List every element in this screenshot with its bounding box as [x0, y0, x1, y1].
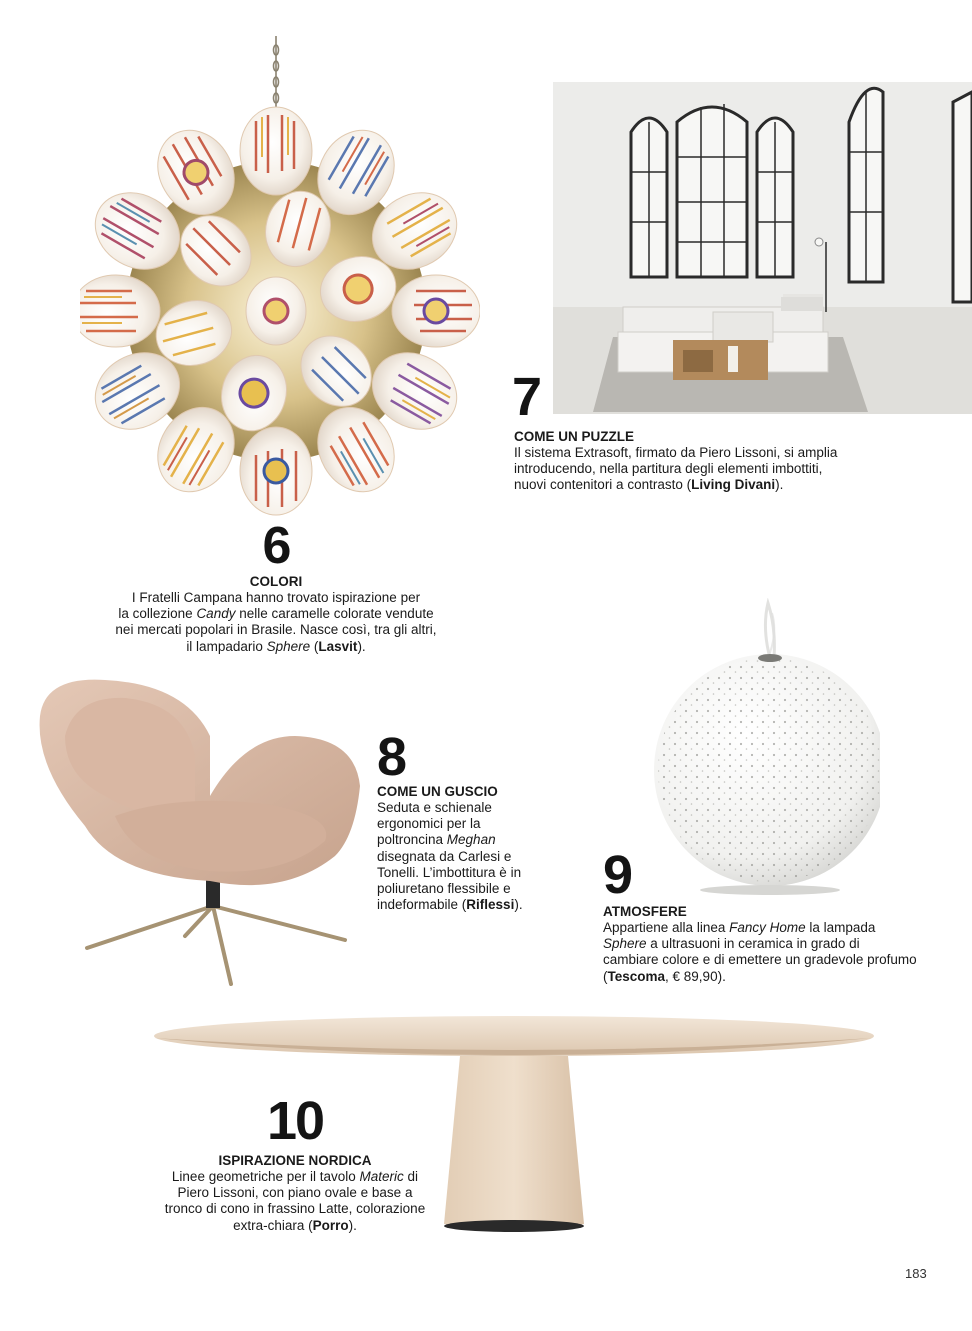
item-number: 6	[262, 517, 290, 575]
text-run: nei mercati popolari in Brasile. Nasce così, tra gli altri,	[115, 622, 437, 638]
caption-item-8	[377, 727, 577, 913]
text-run: ).	[514, 897, 523, 913]
item-description	[150, 1169, 440, 1234]
text-run: poltroncina	[377, 832, 447, 848]
text-run: poliuretano flessibile e	[377, 881, 511, 897]
italic-text: Meghan	[446, 832, 496, 848]
description-line	[603, 920, 953, 936]
description-line	[603, 969, 953, 985]
text-run: Piero Lissoni, con piano ovale e base a	[177, 1185, 413, 1201]
item-number: 9	[603, 845, 632, 905]
italic-text: Candy	[196, 606, 236, 622]
description-line	[377, 865, 577, 881]
item-number: 10	[266, 1091, 324, 1151]
description-line	[514, 445, 894, 461]
description-line	[377, 881, 577, 897]
text-run: nelle caramelle colorate vendute	[235, 606, 434, 622]
text-run: Tonelli. L’imbottitura è in	[377, 864, 522, 880]
text-run: nuovi contenitori a contrasto (	[514, 477, 692, 493]
text-run: ).	[775, 477, 784, 493]
text-run: Linee geometriche per il tavolo	[171, 1169, 360, 1184]
item-title: COLORI	[249, 574, 303, 589]
text-run: Seduta e schienale	[377, 800, 492, 815]
text-run: a ultrasuoni in ceramica in grado di	[646, 936, 860, 952]
item-title: COME UN GUSCIO	[377, 784, 498, 799]
text-run: (	[310, 638, 319, 654]
caption-item-7	[512, 367, 894, 494]
text-run: extra-chiara (	[233, 1217, 313, 1233]
caption-item-9	[603, 845, 953, 985]
item-number: 8	[377, 727, 406, 787]
text-run: indeformabile (	[377, 897, 467, 913]
text-run: tronco di cono in frassino Latte, colorazione	[164, 1201, 426, 1217]
armchair-image	[35, 676, 365, 992]
item-description	[377, 800, 577, 913]
item-title: ATMOSFERE	[603, 904, 687, 919]
bold-text: Lasvit	[318, 638, 358, 654]
text-run: la lampada	[805, 920, 876, 935]
text-run: , € 89,90).	[665, 968, 726, 984]
italic-text: Sphere	[603, 936, 647, 952]
description-line	[150, 1185, 440, 1201]
text-run: il lampadario	[186, 638, 267, 654]
living-room-image	[553, 82, 972, 414]
bold-text: Living Divani	[691, 477, 776, 493]
caption-item-10	[150, 1091, 440, 1234]
item-description	[86, 590, 466, 655]
item-description	[514, 445, 894, 494]
description-line	[377, 832, 577, 848]
description-line	[603, 936, 953, 952]
description-line	[514, 461, 894, 477]
text-run: cambiare colore e di emettere un gradevole profumo	[603, 952, 917, 968]
description-line	[377, 849, 577, 865]
bold-text: Tescoma	[607, 968, 666, 984]
description-line	[377, 897, 577, 913]
page-number: 183	[905, 1266, 927, 1281]
caption-item-6	[86, 517, 466, 655]
text-run: la collezione	[118, 606, 197, 622]
description-line	[377, 816, 577, 832]
description-line	[86, 606, 466, 622]
description-line	[377, 800, 577, 816]
italic-text: Fancy Home	[729, 920, 806, 935]
description-line	[603, 952, 953, 968]
item-title: ISPIRAZIONE NORDICA	[218, 1153, 372, 1168]
italic-text: Sphere	[266, 638, 311, 654]
text-run: (	[603, 968, 608, 984]
description-line	[514, 477, 894, 493]
item-description	[603, 920, 953, 985]
description-line	[150, 1169, 440, 1185]
text-run: I Fratelli Campana hanno trovato ispirazione per	[131, 590, 421, 605]
text-run: Appartiene alla linea	[603, 920, 730, 935]
item-number: 7	[512, 367, 541, 427]
description-line	[150, 1218, 440, 1234]
italic-text: Materic	[359, 1169, 404, 1184]
text-run: disegnata da Carlesi e	[377, 848, 512, 864]
item-title: COME UN PUZZLE	[514, 429, 634, 444]
description-line	[86, 622, 466, 638]
text-run: Il sistema Extrasoft, firmato da Piero Lissoni, si amplia	[514, 445, 838, 460]
text-run: ).	[357, 638, 366, 654]
chandelier-image	[80, 36, 480, 516]
bold-text: Riflessi	[466, 897, 515, 913]
bold-text: Porro	[312, 1217, 349, 1233]
text-run: introducendo, nella partitura degli elementi imbottiti,	[514, 461, 823, 477]
description-line	[86, 590, 466, 606]
text-run: ).	[348, 1217, 357, 1233]
text-run: ergonomici per la	[377, 816, 481, 832]
description-line	[86, 639, 466, 655]
text-run: di	[403, 1169, 419, 1184]
description-line	[150, 1201, 440, 1217]
